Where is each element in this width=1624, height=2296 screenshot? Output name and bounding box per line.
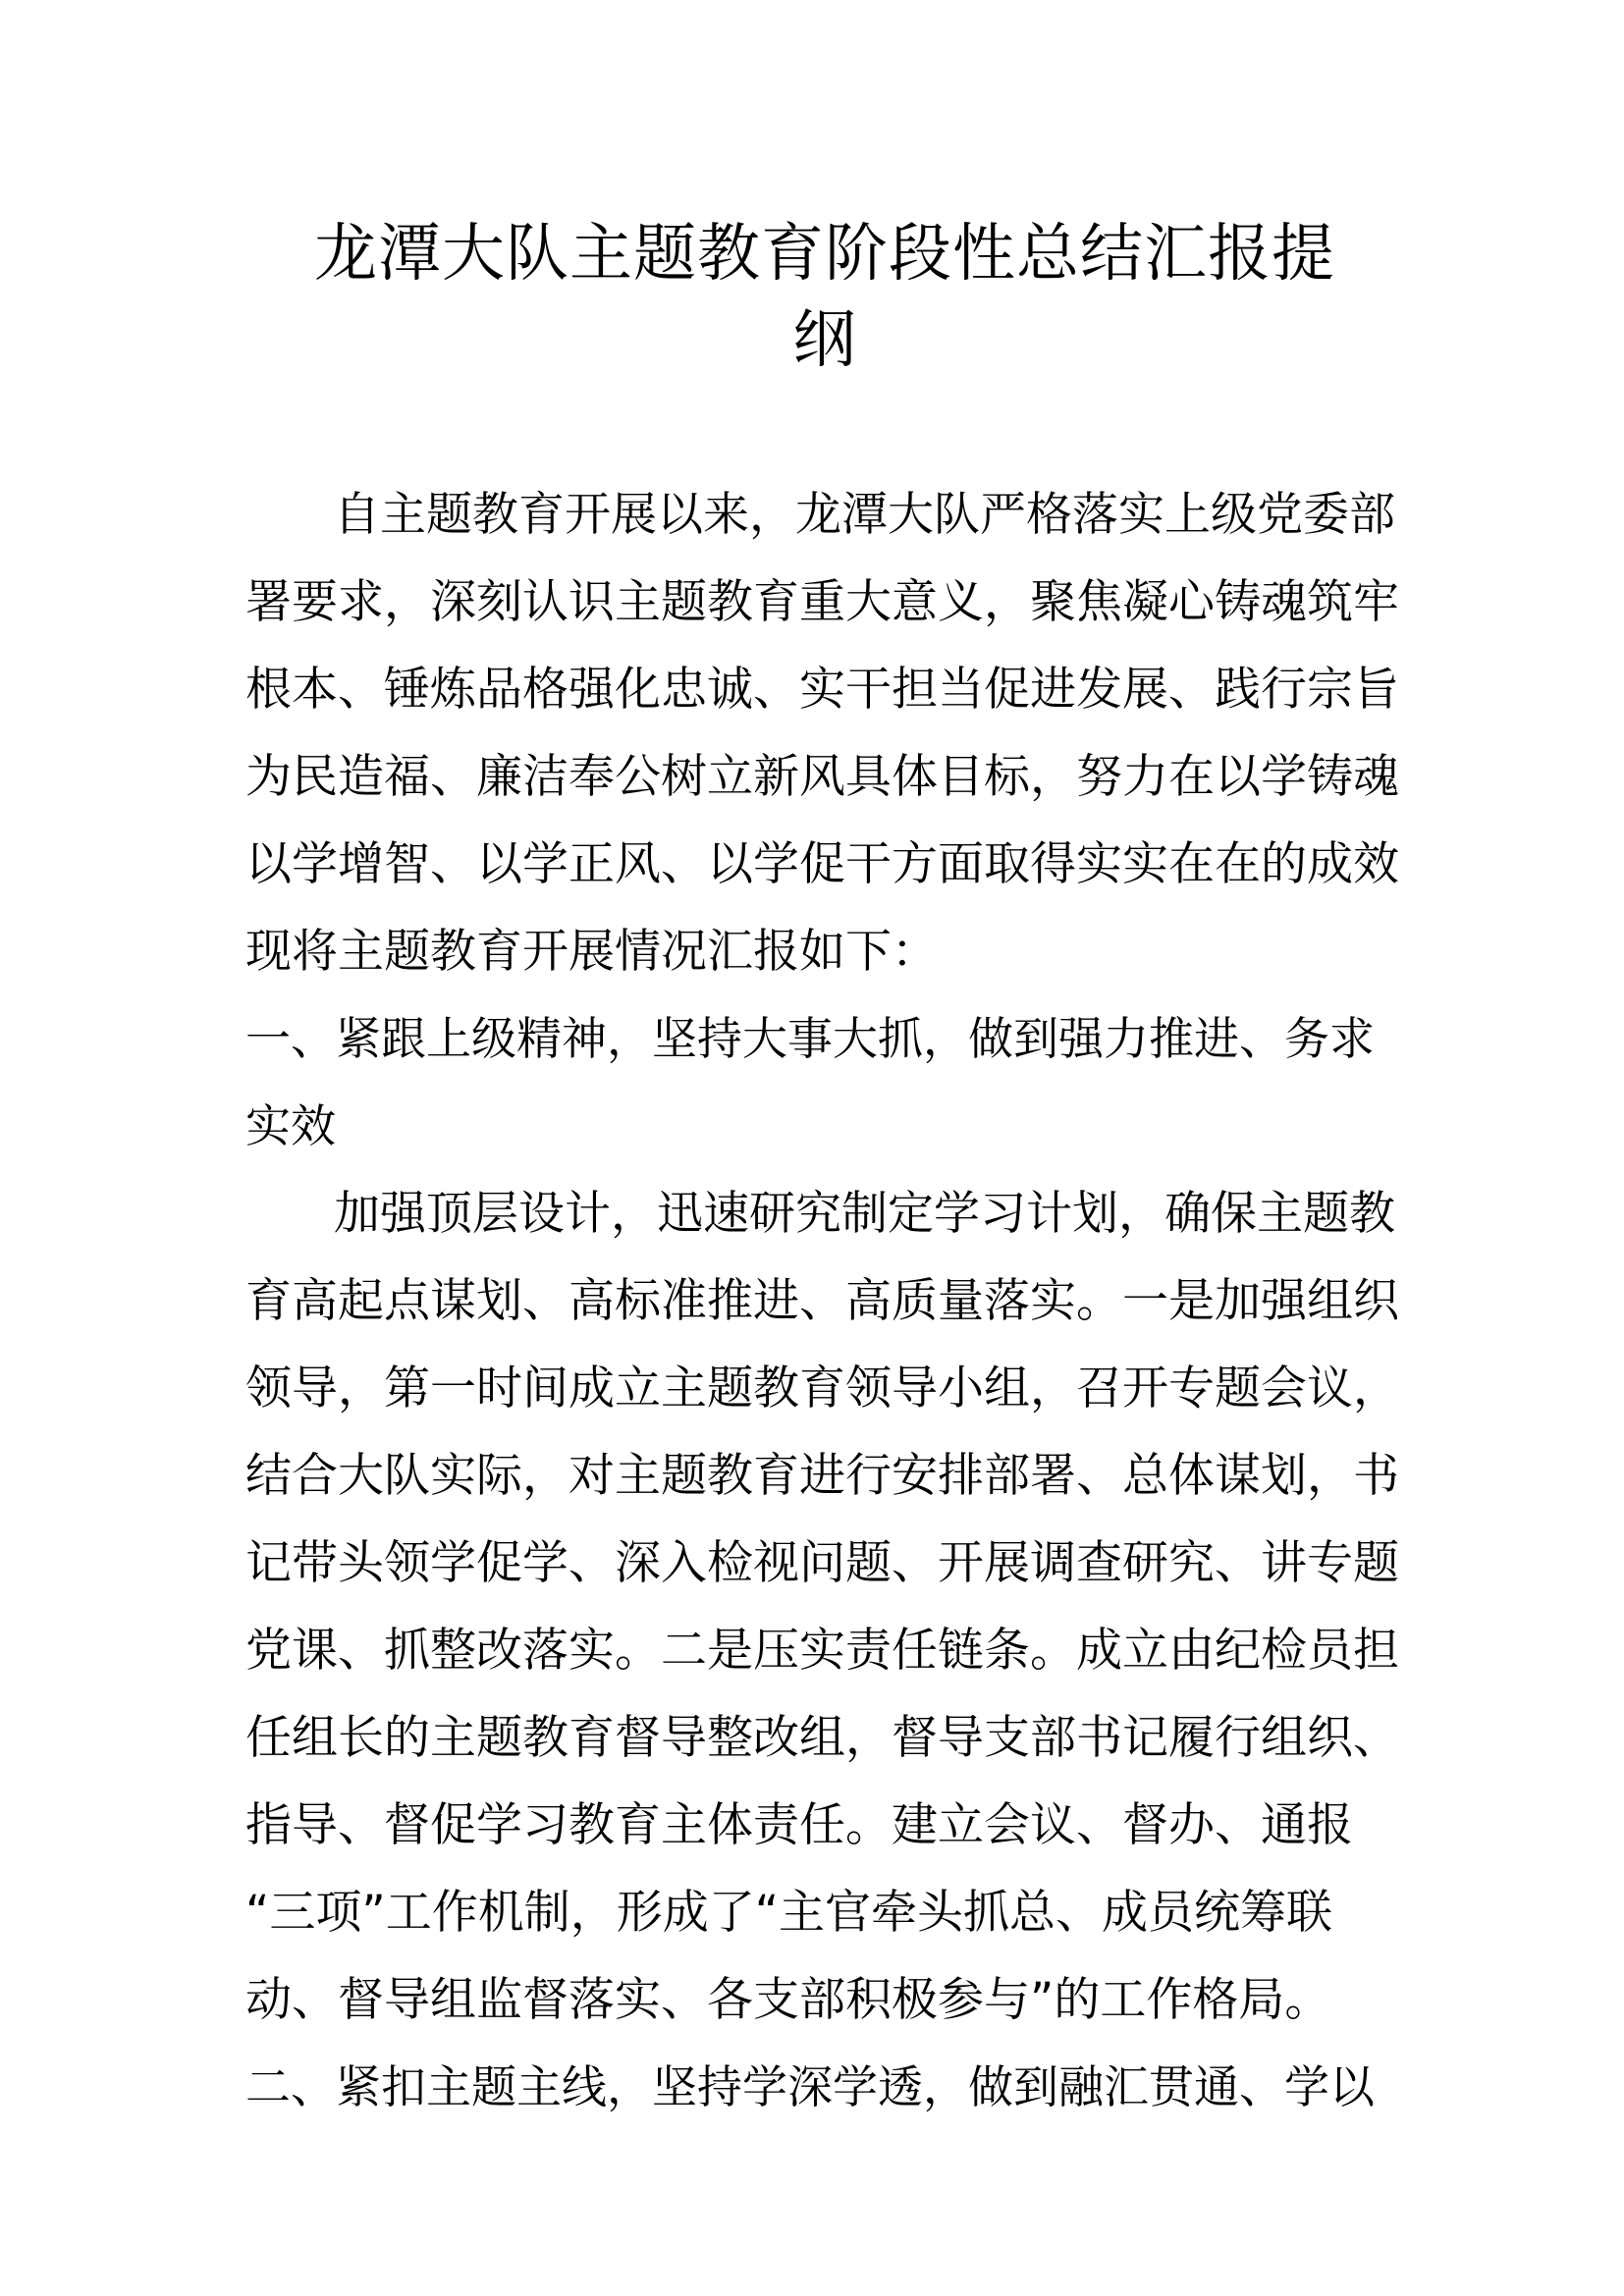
title-line-1: 龙潭大队主题教育阶段性总结汇报提 (314, 218, 1335, 291)
paragraph-line: 任组长的主题教育督导整改组，督导支部书记履行组织、 (245, 1711, 1399, 1765)
title-line-2: 纲 (792, 304, 857, 377)
paragraph-line: 根本、锤炼品格强化忠诚、实干担当促进发展、践行宗旨 (245, 663, 1399, 717)
section-heading-1-cont: 实效 (245, 1099, 336, 1152)
paragraph-line: 育高起点谋划、高标准推进、高质量落实。一是加强组织 (245, 1274, 1399, 1328)
paragraph-line: 结合大队实际，对主题教育进行安排部署、总体谋划，书 (245, 1449, 1399, 1503)
paragraph-line: 动、督导组监督落实、各支部积极参与”的工作格局。 (245, 1973, 1331, 2027)
paragraph-line: 为民造福、廉洁奉公树立新风具体目标，努力在以学铸魂 (245, 750, 1399, 804)
section-heading-2: 二、紧扣主题主线，坚持学深学透，做到融汇贯通、学以 (245, 2060, 1375, 2113)
paragraph-line: 现将主题教育开展情况汇报如下： (245, 925, 938, 979)
section-heading-1: 一、紧跟上级精神，坚持大事大抓，做到强力推进、务求 (245, 1012, 1375, 1065)
paragraph-line: 记带头领学促学、深入检视问题、开展调查研究、讲专题 (245, 1536, 1399, 1590)
paragraph-line: “三项”工作机制，形成了“主官牵头抓总、成员统筹联 (245, 1886, 1333, 1940)
paragraph-line: 领导，第一时间成立主题教育领导小组，召开专题会议， (245, 1362, 1399, 1415)
paragraph-line: 署要求，深刻认识主题教育重大意义，聚焦凝心铸魂筑牢 (245, 575, 1399, 629)
document-body (245, 471, 1399, 2131)
paragraph-line: 以学增智、以学正风、以学促干方面取得实实在在的成效 (245, 837, 1399, 891)
paragraph-line: 党课、抓整改落实。二是压实责任链条。成立由纪检员担 (245, 1624, 1399, 1678)
paragraph-line: 加强顶层设计，迅速研究制定学习计划，确保主题教 (334, 1187, 1395, 1241)
paragraph-line: 自主题教育开展以来，龙潭大队严格落实上级党委部 (334, 488, 1395, 542)
document-title (245, 211, 1404, 384)
paragraph-line: 指导、督促学习教育主体责任。建立会议、督办、通报 (245, 1798, 1353, 1852)
